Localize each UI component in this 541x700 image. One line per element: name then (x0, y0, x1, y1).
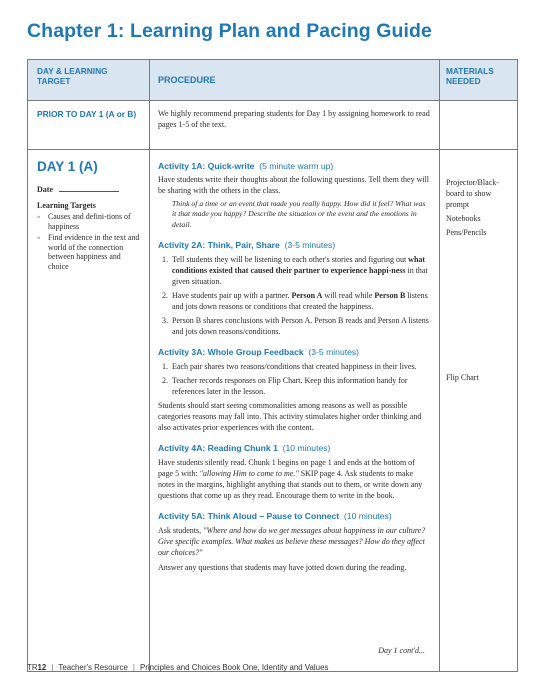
continued-note: Day 1 cont'd... (378, 646, 425, 655)
activity-2a-steps (158, 254, 431, 337)
list-item (37, 233, 143, 271)
step-number: 2. (162, 376, 168, 386)
page-footer (27, 663, 328, 672)
activity-2a-heading (158, 240, 431, 250)
step-text: listens and jots down reasons or conditions that created the happiness. (172, 291, 428, 312)
activity-title: Activity 3A: Whole Group Feedback (158, 347, 304, 358)
activity-duration: (3-5 minutes) (308, 347, 360, 358)
date-line (59, 191, 119, 192)
procedure-cell (150, 150, 440, 672)
list-item (37, 212, 143, 231)
activity-5a-text-2: Answer any questions that students may have jotted down during the reading. (158, 563, 407, 573)
activity-3a-steps (158, 361, 431, 397)
activity-3a-heading (158, 347, 431, 357)
quoted-text: "allowing Him to come to me." (199, 469, 299, 479)
activity-4a-heading (158, 443, 431, 453)
table-row-prior (28, 101, 518, 150)
activity-title: Activity 2A: Think, Pair, Share (158, 240, 280, 251)
learning-target-text: Find evidence in the text and world of the connection between happiness and choice (48, 233, 140, 271)
activity-duration: (10 minutes) (343, 511, 392, 522)
step-emphasis: Person A (291, 291, 323, 301)
step-number: 1. (162, 255, 168, 265)
step-text: Tell students they will be listening to each other's stories and figuring out (172, 255, 409, 265)
activity-4a-text (158, 457, 431, 501)
list-item (158, 375, 431, 397)
activity-1a-prompt: Think of a time or an event that made you really happy. How did it feel? What was it that made you happy? Describe the situation or the event and the emotions in detail. (172, 199, 426, 229)
step-emphasis: what conditions existed that caused their partner to experience happi-ness (172, 255, 426, 276)
step-text: Each pair shares two reasons/conditions that created happiness in their lives. (172, 362, 417, 372)
learning-targets-list (37, 212, 143, 272)
list-item (158, 315, 431, 337)
activity-5a-text (158, 525, 431, 558)
step-number: 2. (162, 291, 168, 301)
step-text: Have students pair up with a partner. (172, 291, 292, 301)
table-header-row (28, 60, 518, 101)
prior-text: We highly recommend preparing students for Day 1 by assigning homework to read pages 1-5 of the text. (150, 101, 440, 150)
activity-1a-heading (158, 161, 431, 171)
activity-duration: (3-5 minutes) (284, 240, 336, 251)
activity-duration: (10 minutes) (282, 443, 331, 454)
footer-divider: | (51, 663, 54, 672)
header-day-target: DAY & LEARNING TARGET (28, 60, 150, 101)
list-item (158, 361, 431, 372)
day-heading: DAY 1 (A) (37, 159, 98, 174)
materials-cell (440, 150, 518, 672)
activity-5a-heading (158, 511, 431, 521)
prior-materials (440, 101, 518, 150)
materials-item: Notebooks (446, 214, 481, 223)
materials-item: Pens/Pencils (446, 228, 487, 237)
activity-title: Activity 1A: Quick-write (158, 161, 255, 171)
bullet-icon: » (37, 213, 41, 220)
step-text: Teacher records responses on Flip Chart. Keep this information handy for references later in the lesson. (172, 376, 408, 397)
paragraph-text: Ask students, (158, 526, 204, 536)
learning-targets-heading: Learning Targets (37, 201, 96, 210)
list-item (158, 290, 431, 312)
step-number: 3. (162, 316, 168, 326)
activity-1a-text: Have students write their thoughts about the following questions. Tell them they will be sharing with the others in the class. (158, 175, 430, 195)
activity-title: Activity 5A: Think Aloud – Pause to Connect (158, 511, 340, 522)
header-procedure: PROCEDURE (150, 60, 440, 101)
footer-divider: | (132, 663, 135, 672)
list-item (158, 254, 431, 287)
prior-label: PRIOR TO DAY 1 (A or B) (28, 101, 150, 150)
activity-duration: (5 minute warm up) (259, 161, 334, 171)
table-row-day-1 (28, 150, 518, 672)
quoted-text: "Where and how do we get messages about happiness in our culture? Give specific examples. What makes us believe these messages? How do they affect our choices?" (158, 526, 426, 558)
step-text: Person B shares conclusions with Person A. Person B reads and Person A listens and jots down reasons/conditions. (172, 316, 429, 337)
learning-target-text: Causes and defini-tions of happiness (48, 212, 131, 231)
materials-item: Projector/Black-board to show prompt (446, 178, 499, 209)
day-target-cell (28, 150, 150, 672)
step-number: 1. (162, 362, 168, 372)
step-text: will read while (322, 291, 375, 301)
step-emphasis: Person B (374, 291, 406, 301)
pacing-guide-table (27, 59, 518, 672)
activity-title: Activity 4A: Reading Chunk 1 (158, 443, 278, 454)
materials-item-flip-chart: Flip Chart (446, 373, 479, 382)
date-label: Date (37, 185, 53, 194)
page-title: Chapter 1: Learning Plan and Pacing Guide (27, 20, 433, 42)
paragraph-text: Have students silently read. Chunk 1 begins on page 1 and ends at the bottom of page 5 with: (158, 458, 415, 479)
date-field (37, 185, 143, 194)
page-number-value: 12 (37, 663, 47, 672)
bullet-icon: » (37, 234, 41, 242)
paragraph-text: SKIP page 4. Ask students to make notes in the margins, highlight anything that stands out to them, or write down any questions that come up as they read. Encourage them to write in the book. (158, 469, 423, 501)
page-number (27, 663, 46, 672)
footer-resource: Teacher's Resource (58, 663, 128, 672)
step-text: in that given situation. (172, 266, 428, 287)
header-materials: MATERIALS NEEDED (440, 60, 518, 101)
activity-3a-text: Students should start seeing commonalities among reasons as well as possible categories reasons may fall into. This activity stimulates higher order thinking and also activates prior experiences with the content. (158, 401, 422, 433)
page-prefix: TR (27, 663, 38, 672)
footer-book-title: Principles and Choices Book One, Identity and Values (139, 663, 329, 672)
